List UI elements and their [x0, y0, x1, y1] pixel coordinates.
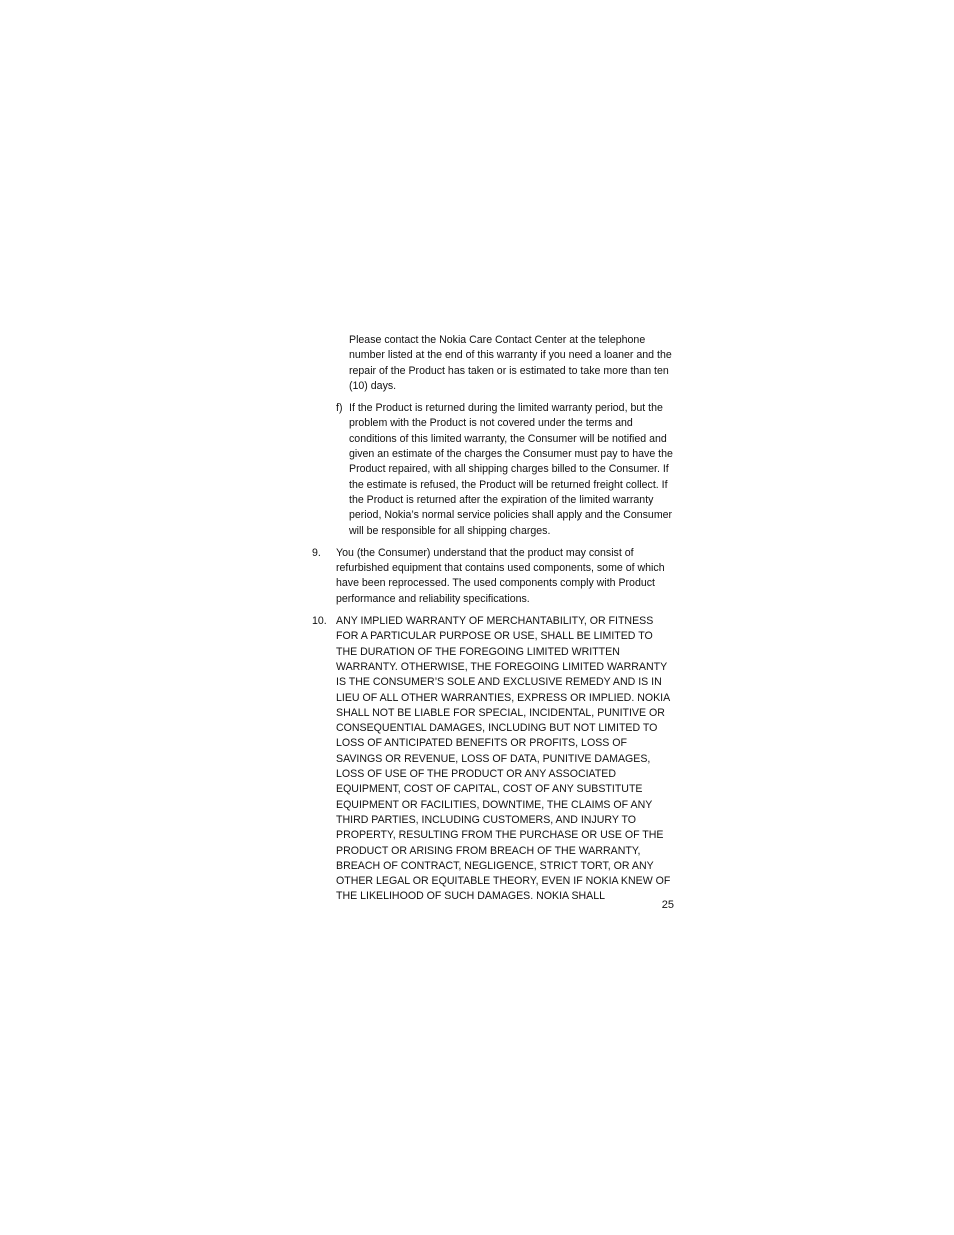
list-marker: 10.: [312, 615, 327, 628]
list-marker: f): [336, 402, 343, 415]
list-marker: 9.: [312, 546, 321, 559]
list-item-f: [312, 401, 674, 539]
list-item-10: [312, 614, 674, 905]
warranty-text-block: [312, 333, 674, 912]
page-number: 25: [661, 899, 674, 911]
continuation-paragraph: Please contact the Nokia Care Contact Center at the telephone number listed at the end of this warranty if you need a loaner and the repair of the Product has taken or is estimated to take more than ten (10) days.: [349, 334, 672, 392]
list-item-9: [312, 546, 674, 607]
list-item-text: You (the Consumer) understand that the product may consist of refurbished equipment that contains used components, some of which have been reprocessed. The used components comply with Product performance and reliability specifications.: [336, 546, 665, 605]
list-item-text: If the Product is returned during the limited warranty period, but the problem with the Product is not covered under the terms and conditions of this limited warranty, the Consumer will be notified and given an estimate of the charges the Consumer must pay to have the Product repaired, with all shipping charges billed to the Consumer. If the estimate is refused, the Product will be returned freight collect. If the Product is returned after the expiration of the limited warranty period, Nokia’s normal service policies shall apply and the Consumer will be responsible for all shipping charges.: [349, 402, 673, 537]
list-item-text: ANY IMPLIED WARRANTY OF MERCHANTABILITY, OR FITNESS FOR A PARTICULAR PURPOSE OR USE, SHALL BE LIMITED TO THE DURATION OF THE FOREGOING LIMITED WRITTEN WARRANTY. OTHERWISE, THE FOREGOING LIMITED WARRANTY IS THE CONSUMER’S SOLE AND EXCLUSIVE REMEDY AND IS IN LIEU OF ALL OTHER WARRANTIES, EXPRESS OR IMPLIED. NOKIA SHALL NOT BE LIABLE FOR SPECIAL, INCIDENTAL, PUNITIVE OR CONSEQUENTIAL DAMAGES, INCLUDING BUT NOT LIMITED TO LOSS OF ANTICIPATED BENEFITS OR PROFITS, LOSS OF SAVINGS OR REVENUE, LOSS OF DATA, PUNITIVE DAMAGES, LOSS OF USE OF THE PRODUCT OR ANY ASSOCIATED EQUIPMENT, COST OF CAPITAL, COST OF ANY SUBSTITUTE EQUIPMENT OR FACILITIES, DOWNTIME, THE CLAIMS OF ANY THIRD PARTIES, INCLUDING CUSTOMERS, AND INJURY TO PROPERTY, RESULTING FROM THE PURCHASE OR USE OF THE PRODUCT OR ARISING FROM BREACH OF THE WARRANTY, BREACH OF CONTRACT, NEGLIGENCE, STRICT TORT, OR ANY OTHER LEGAL OR EQUITABLE THEORY, EVEN IF NOKIA KNEW OF THE LIKELIHOOD OF SUCH DAMAGES. NOKIA SHALL: [336, 615, 671, 903]
